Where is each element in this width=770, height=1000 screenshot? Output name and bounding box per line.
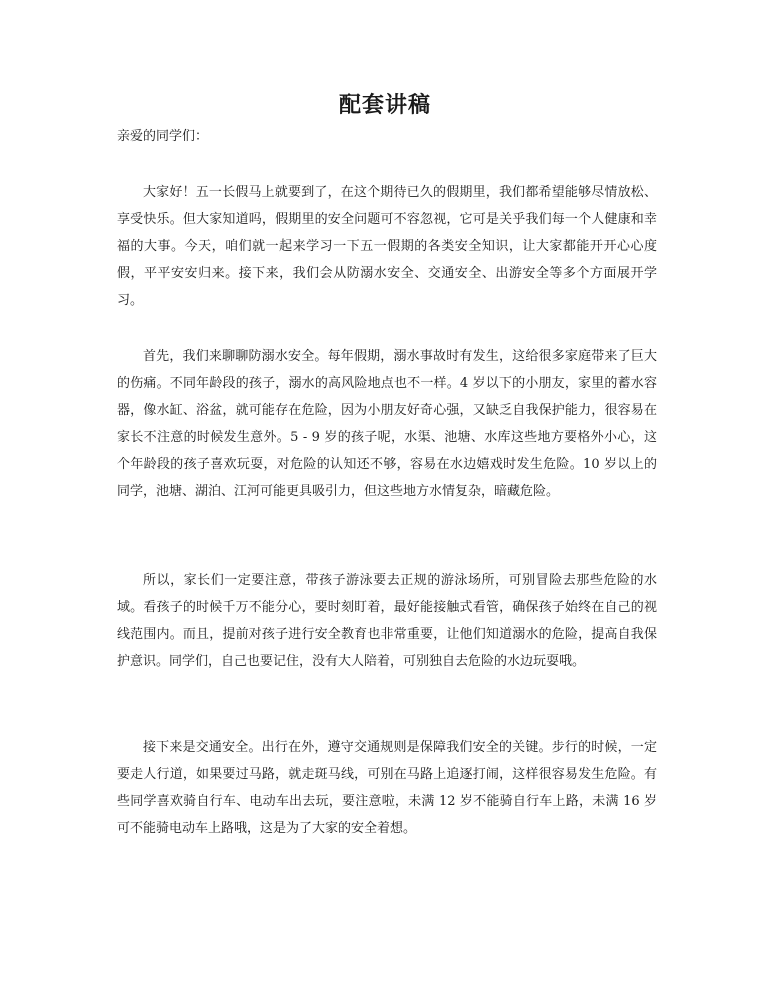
- paragraph-traffic-safety: 接下来是交通安全。出行在外，遵守交通规则是保障我们安全的关键。步行的时候，一定要走人行道，如果要过马路，就走斑马线，可别在马路上追逐打闹，这样很容易发生危险。有些同学喜欢骑自行车、电动车出去玩，要注意啦，未满 12 岁不能骑自行车上路，未满 16 岁可不能骑电动车上路哦，这是为了大家的安全着想。: [117, 740, 657, 836]
- paragraph-intro: 大家好！五一长假马上就要到了，在这个期待已久的假期里，我们都希望能够尽情放松、享受快乐。但大家知道吗，假期里的安全问题可不容忽视，它可是关乎我们每一个人健康和幸福的大事。今天，咱们就一起来学习一下五一假期的各类安全知识，让大家都能开开心心度假，平平安安归来。接下来，我们会从防溺水安全、交通安全、出游安全等多个方面展开学习。: [117, 185, 657, 308]
- paragraph-drowning-risks: 首先，我们来聊聊防溺水安全。每年假期，溺水事故时有发生，这给很多家庭带来了巨大的伤痛。不同年龄段的孩子，溺水的高风险地点也不一样。4 岁以下的小朋友，家里的蓄水容器，像水缸、浴盆，就可能存在危险，因为小朋友好奇心强，又缺乏自我保护能力，很容易在家长不注意的时候发生意外。5 - 9 岁的孩子呢，水渠、池塘、水库这些地方要格外小心，这个年龄段的孩子喜欢玩耍，对危险的认知还不够，容易在水边嬉戏时发生危险。10 岁以上的同学，池塘、湖泊、江河可能更具吸引力，但这些地方水情复杂，暗藏危险。: [117, 349, 657, 499]
- page-title: 配套讲稿: [338, 92, 431, 118]
- greeting-line: 亲爱的同学们：: [117, 129, 209, 144]
- paragraph-drowning-prevention: 所以，家长们一定要注意，带孩子游泳要去正规的游泳场所，可别冒险去那些危险的水域。看孩子的时候千万不能分心，要时刻盯着，最好能接触式看管，确保孩子始终在自己的视线范围内。而且，提前对孩子进行安全教育也非常重要，让他们知道溺水的危险，提高自我保护意识。同学们，自己也要记住，没有大人陪着，可别独自去危险的水边玩耍哦。: [117, 573, 657, 669]
